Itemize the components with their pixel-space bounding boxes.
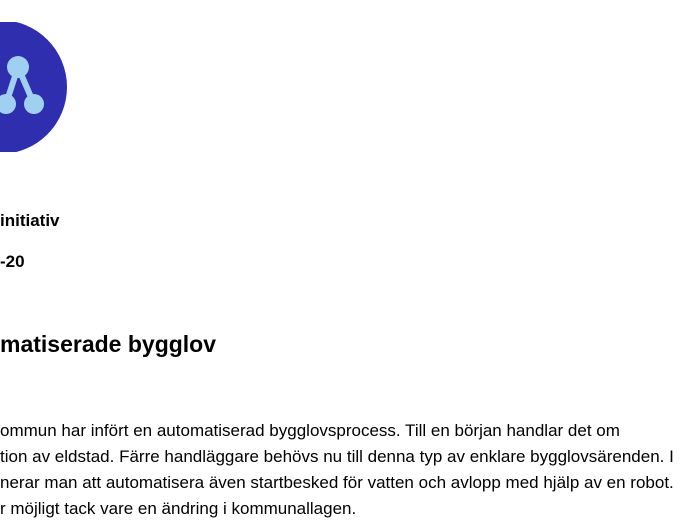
body-line: r möjligt tack vare en ändring i kommunallagen. (0, 499, 357, 518)
document-title: matiserade bygglov (0, 331, 217, 357)
body-line: nerar man att automatisera även startbesked för vatten och avlopp med hjälp av en robot. (0, 473, 674, 492)
body-line: tion av eldstad. Färre handläggare behövs nu till denna typ av enklare bygglovsärenden. I (0, 447, 674, 466)
body-line: ommun har infört en automatiserad bygglovsprocess. Till en början handlar det om (0, 421, 620, 440)
network-nodes-logo-icon (0, 22, 68, 152)
initiative-label: initiativ (0, 211, 60, 230)
date-label: -20 (0, 252, 25, 271)
body-paragraph (0, 418, 700, 522)
